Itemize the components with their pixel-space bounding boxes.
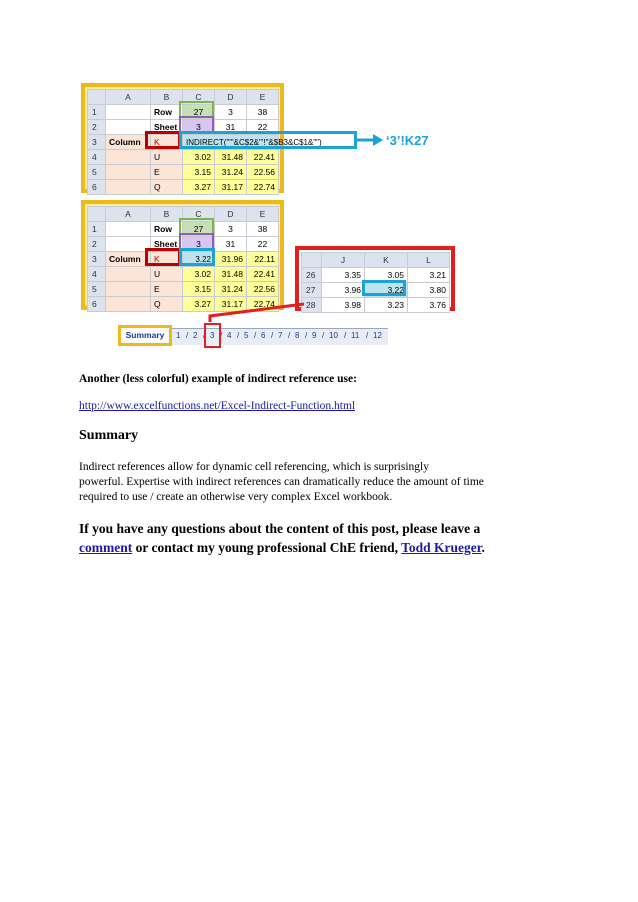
tab-1[interactable]: 1 [176,331,181,340]
formula-cell: INDIRECT("'"&C$2&"'!"&$B3&C$1&"") [183,135,279,150]
row-number: 28 [302,298,322,313]
tab-2[interactable]: 2 [193,331,198,340]
cell: 31.17 [215,297,247,312]
row-number: 26 [302,268,322,283]
column-header: C [183,90,215,105]
cell: 3.27 [183,180,215,195]
cell: 22 [247,120,279,135]
cell: 31 [215,237,247,252]
cell: 22.41 [247,150,279,165]
cell: Row [151,222,183,237]
tab-separator: / [220,331,223,340]
cell: 22.74 [247,180,279,195]
row-number: 3 [88,252,106,267]
column-header: D [215,90,247,105]
cell: 3.22 [365,283,408,298]
cell: 3.15 [183,165,215,180]
row-number: 2 [88,237,106,252]
row-number: 27 [302,283,322,298]
cell: 3.80 [408,283,450,298]
row-number: 4 [88,267,106,282]
row-number: 5 [88,165,106,180]
cta-line-1: If you have any questions about the content of this post, please leave a [79,521,481,536]
cell: 3 [183,120,215,135]
cell: Sheet [151,237,183,252]
example-link-line [79,399,355,414]
tab-6[interactable]: 6 [261,331,266,340]
cell [106,105,151,120]
cell [106,297,151,312]
tab-separator: / [288,331,291,340]
corner-cell [88,90,106,105]
row-number: 1 [88,222,106,237]
cell: U [151,150,183,165]
cell: 3.76 [408,298,450,313]
cell: Column [106,252,151,267]
cell: 22.11 [247,252,279,267]
cell: 3 [215,222,247,237]
cell: 22 [247,237,279,252]
tab-separator: / [186,331,189,340]
column-header: K [365,253,408,268]
cell: 38 [247,222,279,237]
column-header: A [106,90,151,105]
tab-8[interactable]: 8 [295,331,300,340]
cell [106,165,151,180]
tab-separator: / [366,331,369,340]
column-header: J [322,253,365,268]
summary-line-3: required to use / create an otherwise very complex Excel workbook. [79,491,393,503]
row-number: 1 [88,105,106,120]
cell [106,150,151,165]
summary-heading: Summary [79,428,139,443]
cell: 3.35 [322,268,365,283]
tab-separator: / [254,331,257,340]
tab-12[interactable]: 12 [373,331,382,340]
cell: 22.56 [247,165,279,180]
cell: 31.24 [215,165,247,180]
highlight-result-cell [179,248,215,266]
highlight-column-cell [145,248,181,266]
cell: 38 [247,105,279,120]
highlight-formula-cell [179,131,357,149]
arrow-right-icon [355,131,385,149]
cell: 3 [183,237,215,252]
cell: 27 [183,222,215,237]
result-label: ‘3’!K27 [386,133,429,148]
cell: 31.96 [215,252,247,267]
column-header: E [247,207,279,222]
cell [106,282,151,297]
column-header: E [247,90,279,105]
cell [106,267,151,282]
cell: K [151,135,183,150]
cell: 31.17 [215,180,247,195]
cell: 31.48 [215,150,247,165]
highlight-k27-cell [362,280,406,296]
cell: Q [151,297,183,312]
tab-separator: / [322,331,325,340]
friend-link[interactable]: Todd Krueger [401,540,482,555]
tab-5[interactable]: 5 [244,331,249,340]
cell: 3.02 [183,150,215,165]
cell [106,222,151,237]
corner-cell [88,207,106,222]
cell: 31.48 [215,267,247,282]
cell: Q [151,180,183,195]
tab-summary[interactable] [118,325,172,346]
cell: 3.05 [365,268,408,283]
tab-label: Summary [125,330,165,340]
cell: 3.98 [322,298,365,313]
cell: 3.21 [408,268,450,283]
column-header: A [106,207,151,222]
corner-cell [302,253,322,268]
cell: 3.27 [183,297,215,312]
comment-link[interactable]: comment [79,540,133,555]
example-link[interactable]: http://www.excelfunctions.net/Excel-Indirect-Function.html [79,400,356,412]
tab-separator: / [237,331,240,340]
tab-3[interactable]: 3 [210,331,215,340]
cell: Row [151,105,183,120]
cell: 31 [215,120,247,135]
spreadsheet-figure-3 [295,246,455,311]
example-heading: Another (less colorful) example of indirect reference use: [79,373,357,385]
row-number: 6 [88,297,106,312]
row-number: 6 [88,180,106,195]
summary-line-1: Indirect references allow for dynamic cell referencing, which is surprisingly [79,461,429,473]
cell: 3.02 [183,267,215,282]
cell: U [151,267,183,282]
column-header: B [151,90,183,105]
cell: E [151,165,183,180]
cell: 3.22 [183,252,215,267]
cell: K [151,252,183,267]
cell: 3.15 [183,282,215,297]
row-number: 2 [88,120,106,135]
tab-4[interactable]: 4 [227,331,232,340]
column-header: C [183,207,215,222]
row-number: 4 [88,150,106,165]
cell [106,237,151,252]
cta-line-2 [79,538,485,557]
cell: 3.96 [322,283,365,298]
cell [106,180,151,195]
cell: 22.74 [247,297,279,312]
cell: 3 [215,105,247,120]
cell: 27 [183,105,215,120]
cell: Sheet [151,120,183,135]
tab-separator: / [271,331,274,340]
cell: 22.56 [247,282,279,297]
row-number: 3 [88,135,106,150]
summary-line-2: powerful. Expertise with indirect references can dramatically reduce the amount of time [79,476,484,488]
column-header: D [215,207,247,222]
cell: 3.23 [365,298,408,313]
cell: Column [106,135,151,150]
tab-11[interactable]: 11 [351,331,360,340]
row-number: 5 [88,282,106,297]
column-header: L [408,253,450,268]
cell: 31.24 [215,282,247,297]
tab-separator: / [305,331,308,340]
cell: E [151,282,183,297]
column-header: B [151,207,183,222]
highlight-tab-3 [204,323,221,348]
tab-7[interactable]: 7 [278,331,283,340]
tab-separator: / [344,331,347,340]
cta-middle-text: or contact my young professional ChE friend, [132,540,402,555]
highlight-column-cell [145,131,181,149]
cta-end-text: . [481,540,485,555]
tab-9[interactable]: 9 [312,331,317,340]
tab-10[interactable]: 10 [329,331,338,340]
tab-separator: / [203,331,206,340]
cell [106,120,151,135]
cell: 22.41 [247,267,279,282]
